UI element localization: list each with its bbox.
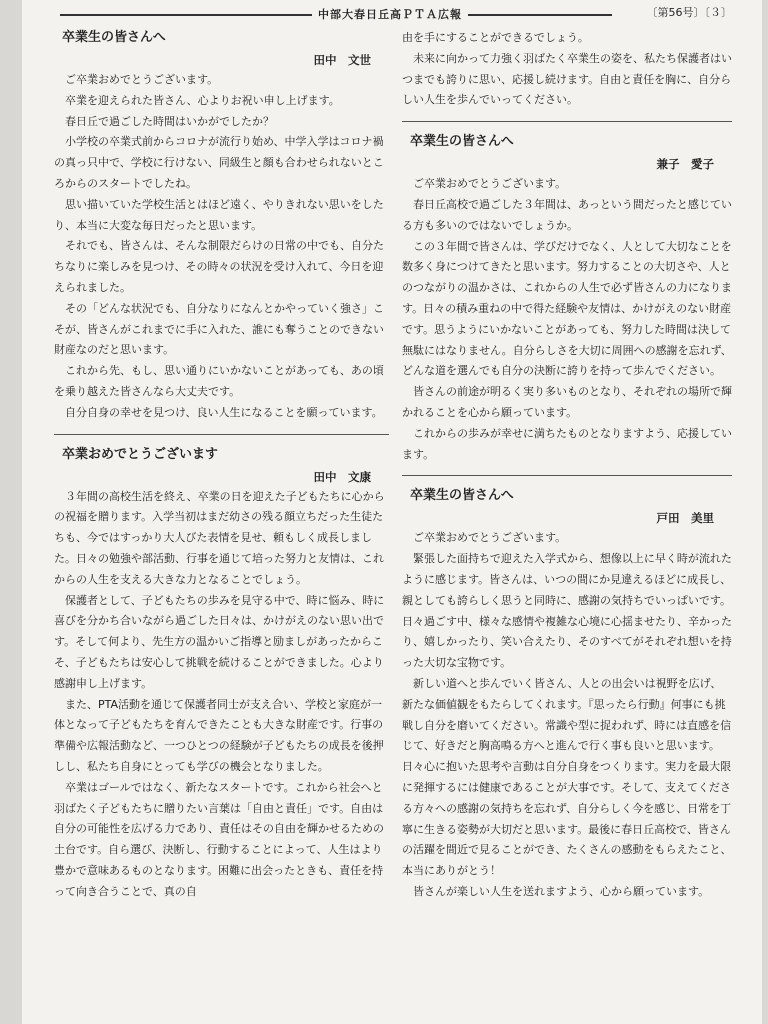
paragraph: 由を手にすることができるでしょう。 bbox=[402, 31, 589, 44]
article-divider bbox=[54, 434, 389, 435]
paragraph: 卒業はゴールではなく、新たなスタートです。これから社会へと羽ばたく子どもたちに贈りたい言葉は「自由と責任」です。自由は自分の可能性を広げる力であり、責任はその自由を輝かせるための土台です。自ら選び、決断し、行動することによって、人生はより豊かで意味あるものとなります。困難に出会ったときも、責任を持って向き合うことで、真の自 bbox=[54, 780, 384, 898]
article-author: 田中 文康 bbox=[313, 469, 371, 484]
article-author: 兼子 愛子 bbox=[656, 157, 714, 172]
article-title: 卒業生の皆さんへ bbox=[410, 134, 514, 150]
paragraph: ご卒業おめでとうございます。 bbox=[65, 73, 219, 86]
article-tanaka-fumiyo bbox=[54, 28, 389, 424]
paragraph: 皆さんが楽しい人生を送れますよう、心から願っています。 bbox=[413, 884, 710, 898]
article-kaneko-aiko bbox=[402, 132, 732, 465]
article-divider bbox=[402, 121, 732, 122]
article-author: 田中 文世 bbox=[313, 53, 371, 67]
paragraph: この３年間で皆さんは、学びだけでなく、人として大切なことを数多く身につけてきたと思います。努力することの大切さや、人とのつながりの温かさは、これからの人生で必ず皆さんの力になります。日々の積み重ねの中で得た経験や友情は、かけがえのない財産です。思うようにいかないことがあっても、努力した時間は決して無駄にはなりません。自分らしさを大切に周囲への感謝を忘れず、どんな道を選んでも自分の決断に誇りを持って歩んでください。 bbox=[402, 239, 732, 378]
paragraph: 緊張した面持ちで迎えた入学式から、想像以上に早く時が流れたように感じます。皆さんは、いつの間にか見違えるほどに成長し、親としても誇らしく思うと同時に、感謝の気持ちでいっぱいです。日々過ごす中、様々な感情や複雑な心境に心揺ませたり、辛かったり、嬉しかったり、笑い合えたり、そのすべてがそれぞれ想いを持った大切な宝物です。 bbox=[402, 552, 732, 670]
right-column bbox=[402, 28, 732, 903]
paragraph: 未来に向かって力強く羽ばたく卒業生の姿を、私たち保護者はいつまでも誇りに思い、応援し続けます。自由と責任を胸に、自分らしい人生を歩んでいってください。 bbox=[402, 51, 732, 107]
paragraph: 卒業を迎えられた皆さん、心よりお祝い申し上げます。 bbox=[65, 93, 340, 107]
paragraph: 春日丘高校で過ごした３年間は、あっという間だったと感じている方も多いのではないでしょうか。 bbox=[402, 197, 732, 232]
paragraph: ３年間の高校生活を終え、卒業の日を迎えた子どもたちに心からの祝福を贈ります。入学当初はまだ幼さの残る顔立ちだった生徒たちも、今ではすっかり大人びた表情を見せ、頼もしく成長しました。日々の勉強や部活動、行事を通じて培った努力と友情は、これからの人生を支える大きな力となることでしょう。 bbox=[54, 489, 385, 586]
paragraph: 自分自身の幸せを見つけ、良い人生になることを願っています。 bbox=[65, 405, 383, 419]
paragraph: ご卒業おめでとうございます。 bbox=[413, 531, 567, 545]
paragraph: 小学校の卒業式前からコロナが流行り始め、中学入学はコロナ禍の真っ只中で、学校に行けない、同級生と顔も合わせられないところからのスタートでしたね。 bbox=[54, 135, 384, 190]
paragraph: 思い描いていた学校生活とはほど遠く、やりきれない思いをしたり、本当に大変な毎日だったと思います。 bbox=[54, 197, 384, 232]
paragraph: これからの歩みが幸せに満ちたものとなりますよう、応援しています。 bbox=[402, 426, 732, 461]
left-column bbox=[54, 28, 389, 902]
newsletter-page bbox=[22, 0, 762, 1024]
paragraph: ご卒業おめでとうございます。 bbox=[413, 177, 567, 191]
article-toda-misato bbox=[402, 486, 732, 902]
article-divider bbox=[402, 475, 732, 476]
article-title: 卒業おめでとうございます bbox=[62, 446, 219, 462]
newsletter-title: 中部大春日丘高ＰＴＡ広報 bbox=[312, 6, 468, 22]
issue-number: 〔第56号〕〔３〕 bbox=[646, 6, 732, 19]
page-header bbox=[60, 6, 732, 22]
paragraph: それでも、皆さんは、そんな制限だらけの日常の中でも、自分たちなりに楽しみを見つけ、その時々の状況を受け入れて、今日を迎えられました。 bbox=[54, 239, 384, 294]
article-tanaka-fumiyasu bbox=[54, 445, 389, 903]
article-author: 戸田 美里 bbox=[656, 511, 714, 526]
paragraph: その「どんな状況でも、自分なりになんとかやっていく強さ」こそが、皆さんがこれまでに手に入れた、誰にも奪うことのできない財産なのだと思います。 bbox=[54, 301, 384, 357]
article-title: 卒業生の皆さんへ bbox=[410, 488, 514, 504]
paragraph: また、PTA活動を通じて保護者同士が支え合い、学校と家庭が一体となって子どもたちを育んできたことも大きな財産です。行事の準備や広報活動など、一つひとつの経験が子どもたちの成長を後押しし、私たち自身にとっても学びの機会となりました。 bbox=[54, 697, 384, 773]
paragraph: 春日丘で過ごした時間はいかがでしたか？ bbox=[65, 114, 274, 128]
paragraph: 新しい道へと歩んでいく皆さん、人との出会いは視野を広げ、新たな価値観をもたらしてくれます。『思ったら行動』何事にも挑戦し自分を磨いてください。常識や型に捉われず、時には直感を信じて、好きだと胸高鳴る方へと進んで行く事も良いと思います。日々心に抱いた思考や言動は自分自身をつくります。実力を最大限に発揮するには健康であることが大事です。そして、支えてくださる方々への感謝の気持ちを忘れず、自分らしく今を感じ、日常を丁寧に生きる姿勢が大切だと思います。最後に春日丘高校で、皆さんの活躍を間近で見ることができ、たくさんの感動をもらえたこと、本当にありがとう！ bbox=[402, 676, 732, 878]
paragraph: これから先、もし、思い通りにいかないことがあっても、あの頃を乗り越えた皆さんなら大丈夫です。 bbox=[54, 364, 384, 398]
article-title: 卒業生の皆さんへ bbox=[62, 30, 166, 45]
paragraph: 保護者として、子どもたちの歩みを見守る中で、時に悩み、時に喜びを分かち合いながら過ごした日々は、かけがえのない思い出です。そして何より、先生方の温かいご指導と励ましがあったからこそ、子どもたちは安心して挑戦を続けることができました。心より感謝申し上げます。 bbox=[54, 593, 385, 690]
article-continuation bbox=[402, 28, 732, 111]
paragraph: 皆さんの前途が明るく実り多いものとなり、それぞれの場所で輝かれることを心から願っています。 bbox=[402, 385, 732, 419]
